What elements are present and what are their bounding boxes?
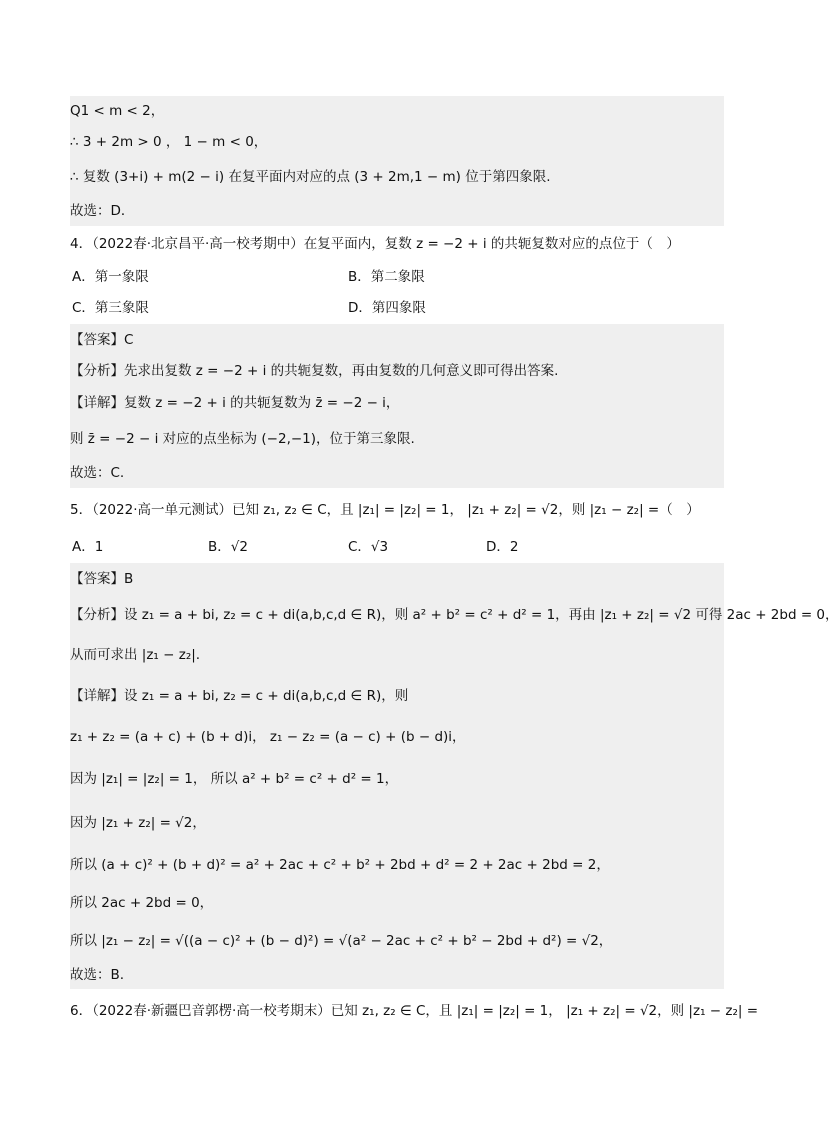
q5-option-a: A．1 xyxy=(72,539,104,555)
q4-option-c: C．第三象限 xyxy=(72,300,149,316)
q5-answer: 【答案】B xyxy=(70,563,724,595)
solution-line: ∴ 3 + 2m > 0 ， 1 − m < 0， xyxy=(70,126,724,158)
q5-detail-6: 所以 2ac + 2bd = 0， xyxy=(70,885,724,921)
q5-option-c: C．√3 xyxy=(348,539,389,555)
question-6-stem: 6．（2022春·新疆巴音郭楞·高一校考期末）已知 z₁, z₂ ∈ C，且 |z₁| = |z₂| = 1， |z₁ + z₂| = √2，则 |z₁ − z₂| = xyxy=(70,1003,759,1019)
q4-option-d: D．第四象限 xyxy=(348,300,426,316)
question-4-stem: 4．（2022春·北京昌平·高一校考期中）在复平面内，复数 z = −2 + i 的共轭复数对应的点位于（ ） xyxy=(70,236,680,252)
q5-detail-7: 所以 |z₁ − z₂| = √((a − c)² + (b − d)²) = √(a² − 2ac + c² + b² − 2bd + d²) = √2， xyxy=(70,921,724,961)
q5-option-d: D．2 xyxy=(486,539,519,555)
q4-detail-2: 则 z̄ = −2 − i 对应的点坐标为 (−2,−1)，位于第三象限. xyxy=(70,420,724,458)
q5-analysis-2: 从而可求出 |z₁ − z₂|. xyxy=(70,635,724,675)
q5-detail-4: 因为 |z₁ + z₂| = √2， xyxy=(70,801,724,845)
q4-detail: 【详解】复数 z = −2 + i 的共轭复数为 z̄ = −2 − i， xyxy=(70,386,724,420)
q4-analysis: 【分析】先求出复数 z = −2 + i 的共轭复数，再由复数的几何意义即可得出答案. xyxy=(70,356,724,386)
q5-detail: 【详解】设 z₁ = a + bi, z₂ = c + di(a,b,c,d ∈ R)，则 xyxy=(70,675,724,717)
answer-choice-line: 故选：D． xyxy=(70,196,724,226)
q5-detail-2: z₁ + z₂ = (a + c) + (b + d)i， z₁ − z₂ = (a − c) + (b − d)i， xyxy=(70,717,724,757)
question-5-stem: 5．（2022·高一单元测试）已知 z₁, z₂ ∈ C，且 |z₁| = |z₂| = 1， |z₁ + z₂| = √2，则 |z₁ − z₂| =（ ） xyxy=(70,502,700,518)
q4-answer: 【答案】C xyxy=(70,324,724,356)
solution-line: ∴ 复数 (3+i) + m(2 − i) 在复平面内对应的点 (3 + 2m,1 − m) 位于第四象限. xyxy=(70,158,724,196)
q4-choice: 故选：C. xyxy=(70,458,724,488)
solution-line: Q1 < m < 2， xyxy=(70,96,724,126)
q5-detail-3: 因为 |z₁| = |z₂| = 1， 所以 a² + b² = c² + d² = 1， xyxy=(70,757,724,801)
q5-analysis: 【分析】设 z₁ = a + bi, z₂ = c + di(a,b,c,d ∈ R)，则 a² + b² = c² + d² = 1，再由 |z₁ + z₂| = √2 可得 2ac + 2bd = 0， xyxy=(70,595,724,635)
q4-option-b: B．第二象限 xyxy=(348,269,425,285)
q5-choice: 故选：B. xyxy=(70,961,724,989)
q4-option-a: A．第一象限 xyxy=(72,269,149,285)
q5-detail-5: 所以 (a + c)² + (b + d)² = a² + 2ac + c² + b² + 2bd + d² = 2 + 2ac + 2bd = 2， xyxy=(70,845,724,885)
q5-option-b: B．√2 xyxy=(208,539,248,555)
